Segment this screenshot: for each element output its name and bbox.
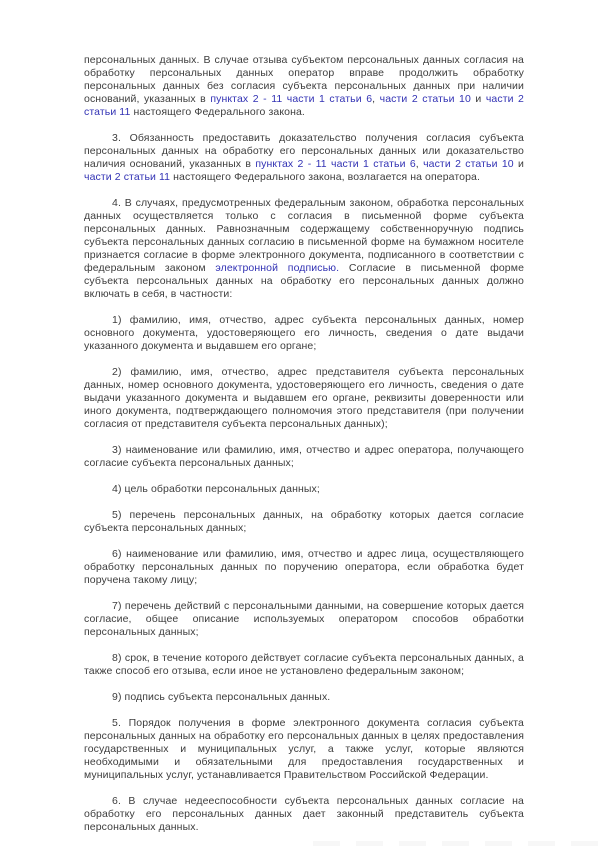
paragraph-clause-6 — [84, 795, 524, 834]
faint-mark — [571, 841, 598, 846]
text-run: 7) перечень действий с персональными данными, на совершение которых дается согласие, общее описание используемых оператором способов обработки персональных данных; — [84, 600, 524, 638]
paragraph-list-item-2 — [84, 366, 524, 431]
faint-mark — [313, 841, 340, 846]
text-run: Согласие в письменной форме субъекта персональных данных на обработку его персональных данных должно включать в себя, в частности: — [84, 262, 525, 300]
text-run: 8) срок, в течение которого действует согласие субъекта персональных данных, а также способ его отзыва, если иное не установлено федеральным законом; — [84, 652, 524, 677]
inline-link-electronic-signature[interactable]: электронной подписью. — [215, 262, 340, 274]
text-run: 6. В случае недееспособности субъекта персональных данных согласие на обработку его персональных данных дает законный представитель субъекта персональных данных. — [84, 795, 524, 833]
text-run: 3. Обязанность предоставить доказательство получения согласия субъекта персональных данных на обработку его персональных данных или доказательство наличия оснований, указанных в — [84, 132, 524, 170]
text-run: 1) фамилию, имя, отчество, адрес субъекта персональных данных, номер основного документа, удостоверяющего его личность, сведения о дате выдачи указанного документа и выдавшем его органе; — [84, 314, 524, 352]
text-run: 9) подпись субъекта персональных данных. — [112, 691, 331, 703]
paragraph-list-item-9 — [84, 691, 524, 704]
faint-mark — [485, 841, 512, 846]
page-bottom-faint-marks — [313, 841, 598, 846]
faint-mark — [442, 841, 469, 846]
paragraph-list-item-7 — [84, 600, 524, 639]
text-run: , — [415, 158, 424, 170]
paragraph-clause-2-continuation — [84, 54, 524, 119]
faint-mark — [356, 841, 383, 846]
paragraph-list-item-8 — [84, 652, 524, 678]
paragraph-clause-5 — [84, 717, 524, 782]
paragraph-list-item-5 — [84, 509, 524, 535]
inline-link-chast-2-st11[interactable]: части 2 статьи 11 — [84, 171, 171, 183]
inline-link-punkty-2-11-st6[interactable]: пунктах 2 - 11 части 1 статьи 6 — [210, 93, 373, 105]
text-run: персональных данных. В случае отзыва субъектом персональных данных согласия на обработку персональных данных оператор вправе продолжить обработку персональных данных без согласия субъекта персональных данных при наличии оснований, указанных в — [84, 54, 524, 105]
text-run: 4) цель обработки персональных данных; — [112, 483, 320, 495]
text-run: 5. Порядок получения в форме электронного документа согласия субъекта персональных данных на обработку его персональных данных в целях предоставления государственных и муниципальных услуг, а также услуг, которые являются необходимыми и обязательными для предоставления государственных и муниципальных услуг, устанавливается Правительством Российской Федерации. — [84, 717, 524, 781]
text-run: настоящего Федерального закона, возлагается на оператора. — [170, 171, 480, 183]
text-run: и — [470, 93, 486, 105]
paragraph-clause-4 — [84, 197, 524, 301]
inline-link-chast-2-st10[interactable]: части 2 статьи 10 — [379, 93, 471, 105]
text-run: 5) перечень персональных данных, на обработку которых дается согласие субъекта персональных данных; — [84, 509, 524, 534]
paragraph-list-item-4 — [84, 483, 524, 496]
inline-link-punkty-2-11-st6[interactable]: пунктах 2 - 11 части 1 статьи 6 — [255, 158, 416, 170]
paragraph-list-item-1 — [84, 314, 524, 353]
faint-mark — [528, 841, 555, 846]
text-run: , — [372, 93, 380, 105]
paragraph-list-item-6 — [84, 548, 524, 587]
text-run: 3) наименование или фамилию, имя, отчество и адрес оператора, получающего согласие субъекта персональных данных; — [84, 444, 524, 469]
text-run: 2) фамилию, имя, отчество, адрес представителя субъекта персональных данных, номер основного документа, удостоверяющего его личность, сведения о дате выдачи указанного документа и выдавшем его органе, реквизиты доверенности или иного документа, подтверждающего полномочия этого представителя (при получении согласия от представителя субъекта персональных данных); — [84, 366, 524, 430]
paragraph-clause-3 — [84, 132, 524, 184]
inline-link-chast-2-st11[interactable]: части 2 статьи 11 — [84, 93, 524, 118]
text-run: 4. В случаях, предусмотренных федеральным законом, обработка персональных данных осуществляется только с согласия в письменной форме субъекта персональных данных. Равнозначным содержащему собственноручную подпись субъекта персональных данных согласию в письменной форме на бумажном носителе признается согласие в форме электронного документа, подписанного в соответствии с федеральным законом — [84, 197, 524, 274]
faint-mark — [399, 841, 426, 846]
paragraph-list-item-3 — [84, 444, 524, 470]
document-text-area — [84, 54, 524, 847]
text-run: настоящего Федерального закона. — [130, 106, 305, 118]
text-run: и — [513, 158, 524, 170]
text-run: 6) наименование или фамилию, имя, отчество и адрес лица, осуществляющего обработку персональных данных по поручению оператора, если обработка будет поручена такому лицу; — [84, 548, 524, 586]
inline-link-chast-2-st10[interactable]: части 2 статьи 10 — [423, 158, 514, 170]
